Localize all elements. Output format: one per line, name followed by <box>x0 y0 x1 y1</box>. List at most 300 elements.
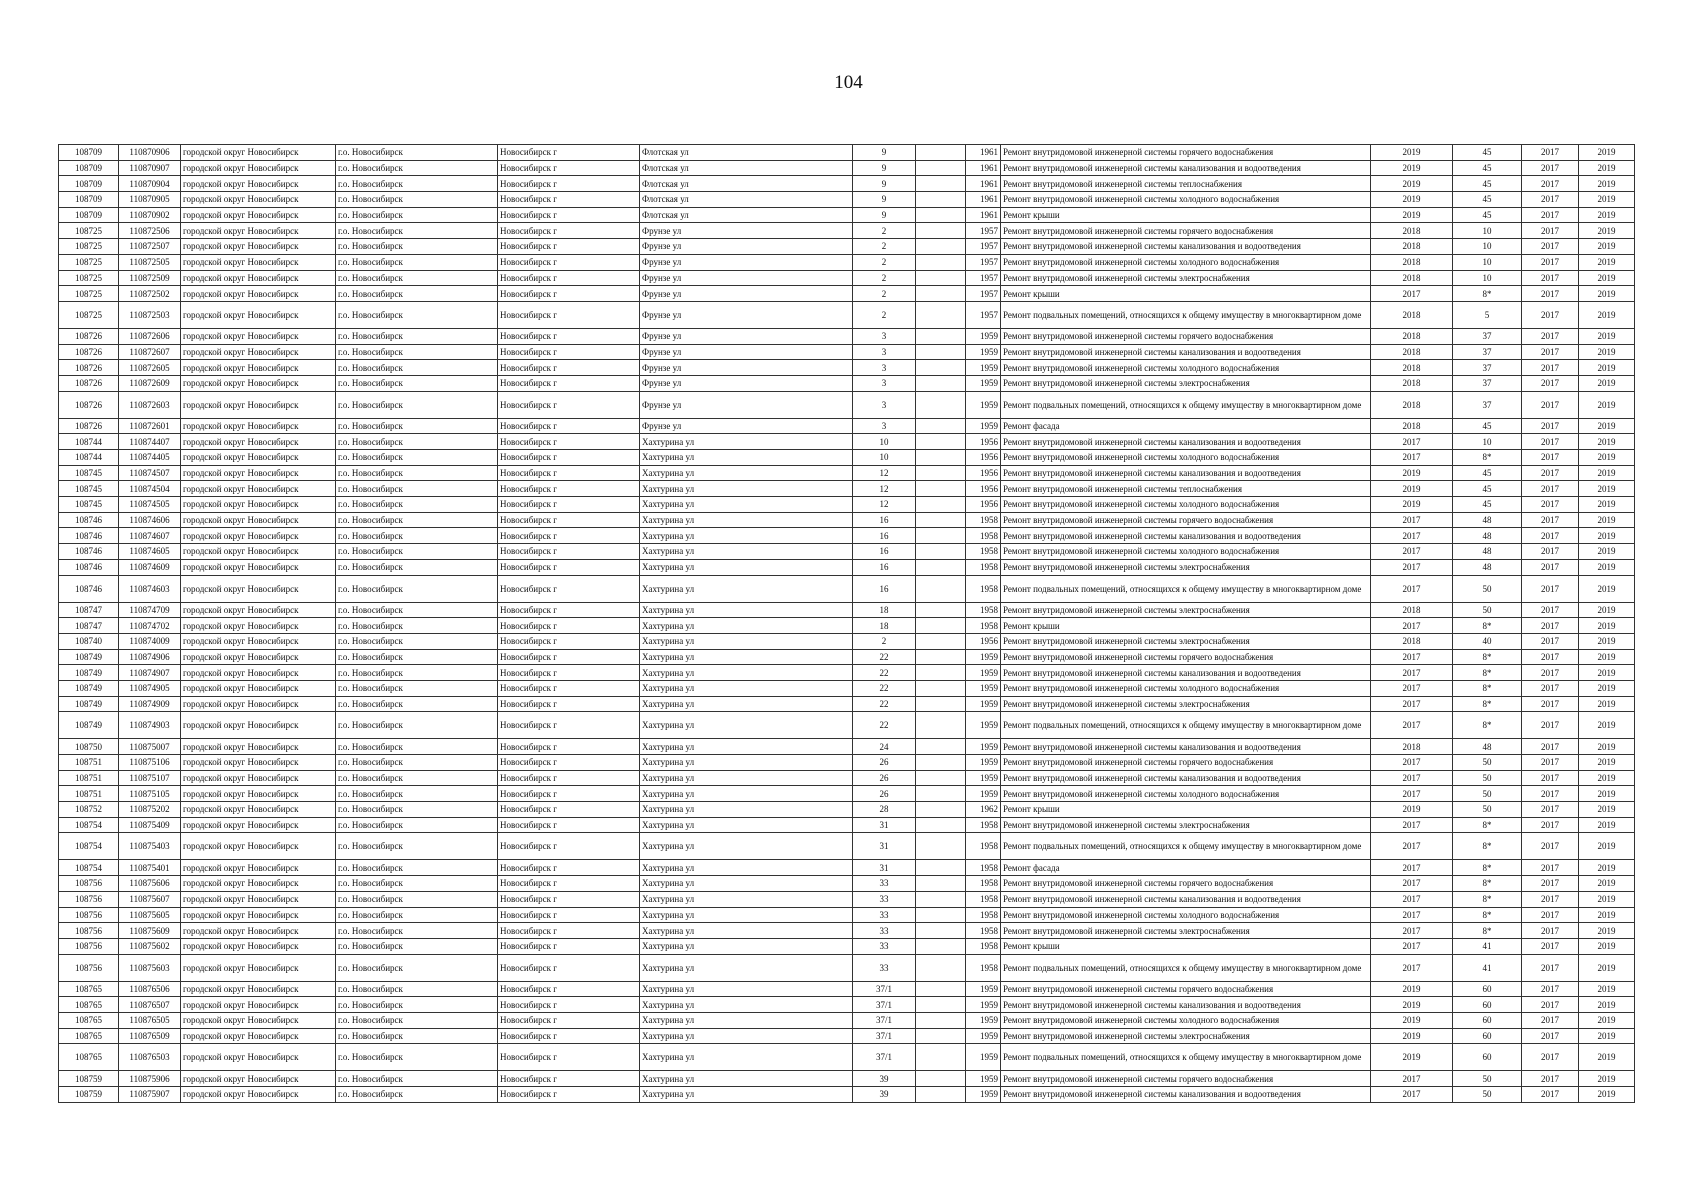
cell-cost: 8* <box>1453 923 1522 939</box>
cell-building <box>916 770 966 786</box>
cell-work-id: 110875403 <box>119 833 181 860</box>
cell-plan-year: 2019 <box>1371 1044 1453 1071</box>
cell-municipality: городской округ Новосибирск <box>181 770 336 786</box>
cell-district: г.о. Новосибирск <box>336 528 498 544</box>
cell-district: г.о. Новосибирск <box>336 176 498 192</box>
cell-period-end: 2019 <box>1579 876 1635 892</box>
cell-plan-year: 2017 <box>1371 528 1453 544</box>
cell-house-number: 26 <box>853 755 916 771</box>
cell-building <box>916 145 966 161</box>
cell-house-id: 108747 <box>59 618 119 634</box>
cell-street: Флотская ул <box>640 145 853 161</box>
cell-work-type: Ремонт внутридомовой инженерной системы горячего водоснабжения <box>1001 512 1371 528</box>
cell-cost: 37 <box>1453 375 1522 391</box>
cell-house-number: 16 <box>853 575 916 602</box>
cell-city: Новосибирск г <box>498 954 640 981</box>
cell-city: Новосибирск г <box>498 528 640 544</box>
cell-municipality: городской округ Новосибирск <box>181 1044 336 1071</box>
cell-house-id: 108747 <box>59 602 119 618</box>
cell-building <box>916 160 966 176</box>
cell-period-start: 2017 <box>1522 997 1579 1013</box>
cell-work-id: 110875106 <box>119 755 181 771</box>
cell-house-number: 39 <box>853 1071 916 1087</box>
cell-year-built: 1961 <box>966 160 1001 176</box>
cell-year-built: 1959 <box>966 712 1001 739</box>
table-row <box>59 145 1635 161</box>
cell-cost: 8* <box>1453 891 1522 907</box>
cell-period-end: 2019 <box>1579 860 1635 876</box>
cell-year-built: 1958 <box>966 618 1001 634</box>
cell-plan-year: 2017 <box>1371 817 1453 833</box>
cell-city: Новосибирск г <box>498 802 640 818</box>
cell-street: Фрунзе ул <box>640 375 853 391</box>
table-row <box>59 712 1635 739</box>
cell-plan-year: 2019 <box>1371 802 1453 818</box>
cell-house-id: 108709 <box>59 192 119 208</box>
cell-house-number: 37/1 <box>853 1028 916 1044</box>
cell-plan-year: 2019 <box>1371 207 1453 223</box>
cell-municipality: городской округ Новосибирск <box>181 223 336 239</box>
cell-city: Новосибирск г <box>498 512 640 528</box>
cell-street: Хахтурина ул <box>640 1044 853 1071</box>
cell-district: г.о. Новосибирск <box>336 223 498 239</box>
cell-building <box>916 328 966 344</box>
cell-municipality: городской округ Новосибирск <box>181 907 336 923</box>
cell-period-end: 2019 <box>1579 481 1635 497</box>
table-row <box>59 739 1635 755</box>
cell-house-id: 108765 <box>59 981 119 997</box>
cell-district: г.о. Новосибирск <box>336 954 498 981</box>
cell-work-type: Ремонт внутридомовой инженерной системы холодного водоснабжения <box>1001 786 1371 802</box>
cell-plan-year: 2018 <box>1371 633 1453 649</box>
cell-building <box>916 192 966 208</box>
cell-work-id: 110872606 <box>119 328 181 344</box>
cell-plan-year: 2017 <box>1371 618 1453 634</box>
cell-building <box>916 450 966 466</box>
cell-municipality: городской округ Новосибирск <box>181 160 336 176</box>
cell-period-start: 2017 <box>1522 207 1579 223</box>
cell-period-end: 2019 <box>1579 360 1635 376</box>
cell-period-start: 2017 <box>1522 876 1579 892</box>
cell-house-number: 9 <box>853 145 916 161</box>
cell-street: Хахтурина ул <box>640 786 853 802</box>
cell-house-number: 3 <box>853 391 916 418</box>
cell-street: Хахтурина ул <box>640 575 853 602</box>
cell-municipality: городской округ Новосибирск <box>181 633 336 649</box>
cell-street: Хахтурина ул <box>640 1071 853 1087</box>
cell-house-number: 33 <box>853 938 916 954</box>
table-row <box>59 528 1635 544</box>
cell-street: Хахтурина ул <box>640 544 853 560</box>
cell-period-end: 2019 <box>1579 633 1635 649</box>
cell-city: Новосибирск г <box>498 907 640 923</box>
cell-building <box>916 223 966 239</box>
cell-building <box>916 254 966 270</box>
cell-year-built: 1958 <box>966 833 1001 860</box>
cell-period-start: 2017 <box>1522 770 1579 786</box>
cell-period-start: 2017 <box>1522 786 1579 802</box>
cell-period-start: 2017 <box>1522 1028 1579 1044</box>
cell-period-start: 2017 <box>1522 544 1579 560</box>
cell-street: Хахтурина ул <box>640 450 853 466</box>
cell-work-id: 110870905 <box>119 192 181 208</box>
cell-district: г.о. Новосибирск <box>336 375 498 391</box>
cell-district: г.о. Новосибирск <box>336 1044 498 1071</box>
cell-street: Хахтурина ул <box>640 938 853 954</box>
cell-work-type: Ремонт внутридомовой инженерной системы электроснабжения <box>1001 923 1371 939</box>
cell-period-start: 2017 <box>1522 633 1579 649</box>
cell-house-id: 108751 <box>59 770 119 786</box>
cell-year-built: 1959 <box>966 344 1001 360</box>
cell-period-start: 2017 <box>1522 270 1579 286</box>
cell-work-type: Ремонт внутридомовой инженерной системы электроснабжения <box>1001 817 1371 833</box>
cell-house-id: 108756 <box>59 907 119 923</box>
cell-building <box>916 497 966 513</box>
cell-house-id: 108765 <box>59 1012 119 1028</box>
cell-building <box>916 786 966 802</box>
cell-period-end: 2019 <box>1579 786 1635 802</box>
cell-work-id: 110872503 <box>119 301 181 328</box>
cell-work-id: 110876503 <box>119 1044 181 1071</box>
cell-house-id: 108756 <box>59 923 119 939</box>
cell-house-id: 108756 <box>59 891 119 907</box>
cell-district: г.о. Новосибирск <box>336 239 498 255</box>
cell-year-built: 1958 <box>966 938 1001 954</box>
cell-building <box>916 391 966 418</box>
cell-plan-year: 2017 <box>1371 860 1453 876</box>
cell-work-id: 110872502 <box>119 286 181 302</box>
cell-period-start: 2017 <box>1522 1044 1579 1071</box>
cell-work-id: 110874405 <box>119 450 181 466</box>
cell-period-start: 2017 <box>1522 907 1579 923</box>
cell-year-built: 1959 <box>966 981 1001 997</box>
cell-work-id: 110874603 <box>119 575 181 602</box>
cell-work-type: Ремонт внутридомовой инженерной системы канализования и водоотведения <box>1001 434 1371 450</box>
cell-work-id: 110874709 <box>119 602 181 618</box>
cell-city: Новосибирск г <box>498 301 640 328</box>
cell-municipality: городской округ Новосибирск <box>181 528 336 544</box>
cell-period-end: 2019 <box>1579 770 1635 786</box>
table-row <box>59 344 1635 360</box>
cell-period-start: 2017 <box>1522 602 1579 618</box>
cell-house-number: 18 <box>853 602 916 618</box>
cell-house-id: 108725 <box>59 239 119 255</box>
cell-city: Новосибирск г <box>498 375 640 391</box>
cell-period-start: 2017 <box>1522 575 1579 602</box>
cell-city: Новосибирск г <box>498 391 640 418</box>
table-row <box>59 981 1635 997</box>
table-row <box>59 954 1635 981</box>
cell-district: г.о. Новосибирск <box>336 891 498 907</box>
cell-house-number: 10 <box>853 450 916 466</box>
cell-period-end: 2019 <box>1579 680 1635 696</box>
table-row <box>59 512 1635 528</box>
cell-street: Хахтурина ул <box>640 665 853 681</box>
cell-work-id: 110872605 <box>119 360 181 376</box>
table-row <box>59 665 1635 681</box>
cell-work-type: Ремонт внутридомовой инженерной системы электроснабжения <box>1001 696 1371 712</box>
cell-house-id: 108746 <box>59 559 119 575</box>
cell-municipality: городской округ Новосибирск <box>181 360 336 376</box>
cell-work-id: 110874009 <box>119 633 181 649</box>
cell-district: г.о. Новосибирск <box>336 301 498 328</box>
cell-city: Новосибирск г <box>498 696 640 712</box>
cell-house-number: 2 <box>853 239 916 255</box>
cell-house-id: 108709 <box>59 145 119 161</box>
table-row <box>59 360 1635 376</box>
table-row <box>59 559 1635 575</box>
cell-work-id: 110875409 <box>119 817 181 833</box>
table-row <box>59 465 1635 481</box>
cell-period-start: 2017 <box>1522 239 1579 255</box>
cell-city: Новосибирск г <box>498 176 640 192</box>
cell-city: Новосибирск г <box>498 497 640 513</box>
cell-cost: 50 <box>1453 755 1522 771</box>
cell-house-id: 108744 <box>59 450 119 466</box>
cell-district: г.о. Новосибирск <box>336 1012 498 1028</box>
cell-building <box>916 907 966 923</box>
cell-work-id: 110875907 <box>119 1087 181 1103</box>
cell-district: г.о. Новосибирск <box>336 602 498 618</box>
cell-year-built: 1959 <box>966 755 1001 771</box>
cell-year-built: 1958 <box>966 602 1001 618</box>
cell-city: Новосибирск г <box>498 876 640 892</box>
cell-year-built: 1958 <box>966 954 1001 981</box>
cell-city: Новосибирск г <box>498 833 640 860</box>
cell-period-start: 2017 <box>1522 254 1579 270</box>
cell-house-id: 108726 <box>59 391 119 418</box>
cell-cost: 8* <box>1453 680 1522 696</box>
cell-period-start: 2017 <box>1522 1012 1579 1028</box>
cell-municipality: городской округ Новосибирск <box>181 860 336 876</box>
cell-district: г.о. Новосибирск <box>336 145 498 161</box>
cell-municipality: городской округ Новосибирск <box>181 192 336 208</box>
cell-work-type: Ремонт внутридомовой инженерной системы холодного водоснабжения <box>1001 907 1371 923</box>
cell-period-end: 2019 <box>1579 665 1635 681</box>
cell-district: г.о. Новосибирск <box>336 207 498 223</box>
cell-city: Новосибирск г <box>498 360 640 376</box>
cell-period-end: 2019 <box>1579 270 1635 286</box>
cell-municipality: городской округ Новосибирск <box>181 876 336 892</box>
cell-house-number: 33 <box>853 954 916 981</box>
cell-city: Новосибирск г <box>498 328 640 344</box>
cell-building <box>916 528 966 544</box>
cell-building <box>916 891 966 907</box>
cell-house-number: 3 <box>853 418 916 434</box>
cell-city: Новосибирск г <box>498 434 640 450</box>
cell-municipality: городской округ Новосибирск <box>181 418 336 434</box>
cell-house-id: 108745 <box>59 481 119 497</box>
cell-plan-year: 2018 <box>1371 301 1453 328</box>
cell-year-built: 1959 <box>966 1087 1001 1103</box>
cell-district: г.о. Новосибирск <box>336 633 498 649</box>
cell-work-id: 110874907 <box>119 665 181 681</box>
table-row <box>59 802 1635 818</box>
cell-period-start: 2017 <box>1522 286 1579 302</box>
cell-year-built: 1959 <box>966 649 1001 665</box>
cell-house-id: 108725 <box>59 301 119 328</box>
cell-house-id: 108725 <box>59 254 119 270</box>
cell-street: Фрунзе ул <box>640 223 853 239</box>
cell-municipality: городской округ Новосибирск <box>181 649 336 665</box>
cell-street: Хахтурина ул <box>640 696 853 712</box>
cell-work-type: Ремонт внутридомовой инженерной системы горячего водоснабжения <box>1001 223 1371 239</box>
cell-plan-year: 2019 <box>1371 497 1453 513</box>
cell-period-end: 2019 <box>1579 802 1635 818</box>
cell-plan-year: 2017 <box>1371 696 1453 712</box>
cell-year-built: 1959 <box>966 375 1001 391</box>
cell-house-number: 33 <box>853 923 916 939</box>
cell-city: Новосибирск г <box>498 145 640 161</box>
cell-house-number: 3 <box>853 344 916 360</box>
cell-house-id: 108756 <box>59 876 119 892</box>
table-row <box>59 938 1635 954</box>
cell-work-id: 110875107 <box>119 770 181 786</box>
cell-cost: 10 <box>1453 254 1522 270</box>
cell-municipality: городской округ Новосибирск <box>181 434 336 450</box>
cell-year-built: 1957 <box>966 286 1001 302</box>
cell-house-number: 16 <box>853 559 916 575</box>
cell-house-number: 39 <box>853 1087 916 1103</box>
cell-work-type: Ремонт подвальных помещений, относящихся к общему имуществу в многоквартирном доме <box>1001 1044 1371 1071</box>
cell-city: Новосибирск г <box>498 786 640 802</box>
cell-period-start: 2017 <box>1522 192 1579 208</box>
cell-house-number: 24 <box>853 739 916 755</box>
cell-building <box>916 301 966 328</box>
cell-city: Новосибирск г <box>498 544 640 560</box>
cell-year-built: 1959 <box>966 786 1001 802</box>
cell-plan-year: 2019 <box>1371 997 1453 1013</box>
cell-work-id: 110872509 <box>119 270 181 286</box>
cell-period-end: 2019 <box>1579 497 1635 513</box>
cell-city: Новосибирск г <box>498 602 640 618</box>
cell-municipality: городской округ Новосибирск <box>181 786 336 802</box>
cell-district: г.о. Новосибирск <box>336 360 498 376</box>
cell-cost: 8* <box>1453 618 1522 634</box>
cell-work-id: 110876509 <box>119 1028 181 1044</box>
cell-house-number: 28 <box>853 802 916 818</box>
cell-work-id: 110875401 <box>119 860 181 876</box>
cell-house-id: 108725 <box>59 223 119 239</box>
cell-period-start: 2017 <box>1522 160 1579 176</box>
cell-work-id: 110876505 <box>119 1012 181 1028</box>
cell-period-start: 2017 <box>1522 528 1579 544</box>
cell-year-built: 1957 <box>966 254 1001 270</box>
table-row <box>59 176 1635 192</box>
cell-municipality: городской округ Новосибирск <box>181 997 336 1013</box>
cell-work-id: 110875105 <box>119 786 181 802</box>
cell-work-type: Ремонт крыши <box>1001 286 1371 302</box>
cell-period-end: 2019 <box>1579 649 1635 665</box>
cell-work-type: Ремонт внутридомовой инженерной системы канализования и водоотведения <box>1001 528 1371 544</box>
table-row <box>59 1087 1635 1103</box>
cell-house-id: 108751 <box>59 755 119 771</box>
cell-building <box>916 1028 966 1044</box>
cell-street: Хахтурина ул <box>640 802 853 818</box>
cell-municipality: городской округ Новосибирск <box>181 176 336 192</box>
cell-plan-year: 2019 <box>1371 465 1453 481</box>
table-row <box>59 270 1635 286</box>
cell-street: Флотская ул <box>640 207 853 223</box>
table-row <box>59 696 1635 712</box>
cell-house-number: 9 <box>853 176 916 192</box>
cell-plan-year: 2019 <box>1371 1012 1453 1028</box>
cell-house-id: 108726 <box>59 418 119 434</box>
cell-period-start: 2017 <box>1522 360 1579 376</box>
cell-work-type: Ремонт внутридомовой инженерной системы канализования и водоотведения <box>1001 891 1371 907</box>
cell-year-built: 1959 <box>966 1012 1001 1028</box>
cell-work-type: Ремонт внутридомовой инженерной системы холодного водоснабжения <box>1001 680 1371 696</box>
cell-plan-year: 2017 <box>1371 544 1453 560</box>
cell-year-built: 1956 <box>966 633 1001 649</box>
cell-plan-year: 2017 <box>1371 434 1453 450</box>
cell-city: Новосибирск г <box>498 559 640 575</box>
cell-plan-year: 2018 <box>1371 391 1453 418</box>
cell-building <box>916 923 966 939</box>
cell-period-end: 2019 <box>1579 891 1635 907</box>
cell-period-end: 2019 <box>1579 176 1635 192</box>
cell-period-end: 2019 <box>1579 160 1635 176</box>
cell-period-start: 2017 <box>1522 497 1579 513</box>
cell-municipality: городской округ Новосибирск <box>181 575 336 602</box>
cell-cost: 60 <box>1453 981 1522 997</box>
cell-house-number: 3 <box>853 328 916 344</box>
cell-cost: 10 <box>1453 239 1522 255</box>
cell-period-end: 2019 <box>1579 1044 1635 1071</box>
cell-building <box>916 512 966 528</box>
cell-house-number: 12 <box>853 465 916 481</box>
cell-plan-year: 2018 <box>1371 418 1453 434</box>
cell-period-end: 2019 <box>1579 938 1635 954</box>
cell-work-id: 110875607 <box>119 891 181 907</box>
table-row <box>59 649 1635 665</box>
cell-plan-year: 2017 <box>1371 954 1453 981</box>
cell-work-id: 110872607 <box>119 344 181 360</box>
cell-period-end: 2019 <box>1579 239 1635 255</box>
cell-building <box>916 602 966 618</box>
cell-period-start: 2017 <box>1522 512 1579 528</box>
cell-house-id: 108709 <box>59 207 119 223</box>
cell-work-type: Ремонт внутридомовой инженерной системы канализования и водоотведения <box>1001 665 1371 681</box>
cell-municipality: городской округ Новосибирск <box>181 680 336 696</box>
cell-work-id: 110874505 <box>119 497 181 513</box>
table-row <box>59 575 1635 602</box>
cell-cost: 37 <box>1453 328 1522 344</box>
cell-building <box>916 802 966 818</box>
cell-building <box>916 375 966 391</box>
cell-cost: 40 <box>1453 633 1522 649</box>
cell-cost: 45 <box>1453 176 1522 192</box>
cell-municipality: городской округ Новосибирск <box>181 755 336 771</box>
cell-cost: 60 <box>1453 1044 1522 1071</box>
cell-house-number: 37/1 <box>853 981 916 997</box>
cell-cost: 50 <box>1453 575 1522 602</box>
cell-work-type: Ремонт крыши <box>1001 618 1371 634</box>
cell-work-type: Ремонт внутридомовой инженерной системы горячего водоснабжения <box>1001 755 1371 771</box>
cell-period-start: 2017 <box>1522 375 1579 391</box>
cell-district: г.о. Новосибирск <box>336 770 498 786</box>
cell-work-id: 110874504 <box>119 481 181 497</box>
cell-year-built: 1956 <box>966 481 1001 497</box>
cell-year-built: 1956 <box>966 434 1001 450</box>
cell-period-start: 2017 <box>1522 618 1579 634</box>
cell-cost: 37 <box>1453 360 1522 376</box>
cell-district: г.о. Новосибирск <box>336 981 498 997</box>
cell-building <box>916 418 966 434</box>
cell-city: Новосибирск г <box>498 923 640 939</box>
cell-district: г.о. Новосибирск <box>336 680 498 696</box>
cell-period-end: 2019 <box>1579 712 1635 739</box>
